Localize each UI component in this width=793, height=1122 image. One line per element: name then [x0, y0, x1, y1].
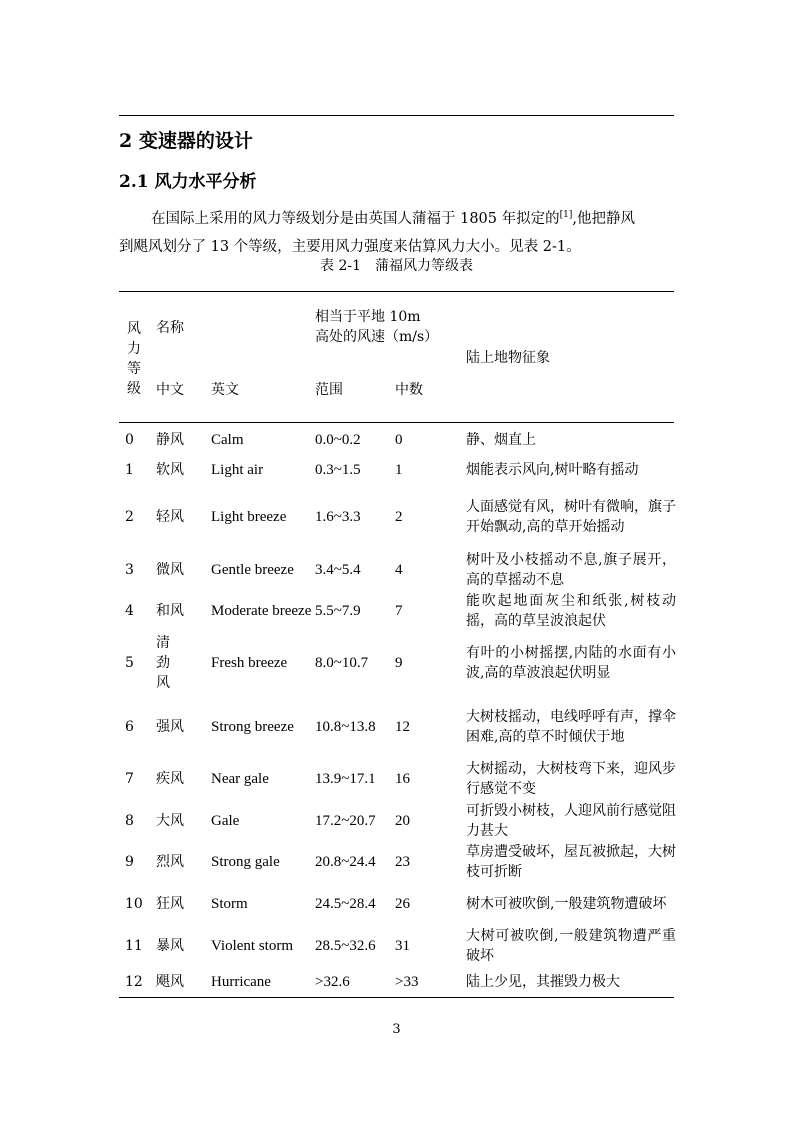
cell-english-name: Near gale	[211, 771, 269, 787]
header-phenomena: 陆上地物征象	[466, 350, 550, 366]
cell-level: 5	[125, 655, 134, 671]
cell-phenomena: 烟能表示风向,树叶略有摇动	[466, 462, 639, 478]
header-level-char: 级	[127, 381, 141, 397]
header-chinese: 中文	[156, 382, 184, 398]
header-rule	[119, 115, 674, 116]
table-row	[119, 969, 674, 995]
table-row	[119, 883, 674, 925]
cell-chinese-name: 微风	[156, 562, 184, 578]
table-number: 表 2-1	[320, 258, 361, 274]
cell-phenomena: 草房遭受破坏，屋瓦被掀起，大树枝可折断	[466, 844, 676, 880]
cell-speed-range: 17.2~20.7	[315, 813, 376, 829]
table-caption	[0, 255, 793, 275]
cell-speed-range: 20.8~24.4	[315, 854, 376, 870]
cell-chinese-name: 软风	[156, 462, 184, 478]
table-row	[119, 696, 674, 758]
cell-speed-median: 23	[395, 854, 410, 870]
cell-phenomena: 陆上少见，其摧毁力极大	[466, 974, 620, 990]
table-row	[119, 486, 674, 548]
cell-speed-range: 5.5~7.9	[315, 603, 361, 619]
table-row	[119, 549, 674, 591]
table-row	[119, 590, 674, 632]
header-speed-line2: 高处的风速（m/s）	[315, 329, 439, 345]
cell-level: 12	[125, 974, 143, 990]
table-row	[119, 457, 674, 483]
cell-level: 4	[125, 603, 134, 619]
subsection-title: 2.1 风力水平分析	[119, 172, 257, 192]
cell-speed-range: 1.6~3.3	[315, 509, 361, 525]
cell-speed-median: 0	[395, 432, 403, 448]
cell-speed-median: 4	[395, 562, 403, 578]
section-title: 2 变速器的设计	[119, 130, 253, 152]
cell-level: 7	[125, 771, 134, 787]
table-row	[119, 925, 674, 967]
cell-speed-range: 0.0~0.2	[315, 432, 361, 448]
cell-level: 6	[125, 719, 134, 735]
cell-speed-median: 2	[395, 509, 403, 525]
cell-level: 3	[125, 562, 134, 578]
cell-level: 1	[125, 462, 134, 478]
table-row	[119, 800, 674, 842]
header-english: 英文	[211, 382, 239, 398]
header-level	[127, 319, 143, 399]
paragraph-line-1	[119, 201, 674, 233]
cell-english-name: Violent storm	[211, 938, 294, 954]
cell-english-name: Storm	[211, 896, 248, 912]
cell-speed-range: 13.9~17.1	[315, 771, 376, 787]
cell-speed-range: 3.4~5.4	[315, 562, 361, 578]
table-row	[119, 841, 674, 883]
cell-speed-range: 28.5~32.6	[315, 938, 376, 954]
cell-chinese-name: 疾风	[156, 771, 184, 787]
wind-scale-table	[119, 291, 674, 998]
table-row	[119, 758, 674, 800]
cell-english-name: Light breeze	[211, 509, 287, 525]
cell-english-name: Moderate breeze	[211, 603, 312, 619]
cell-phenomena: 大树摇动，大树枝弯下来，迎风步行感觉不变	[466, 761, 676, 797]
cell-speed-median: 9	[395, 655, 403, 671]
cell-chinese-name: 烈风	[156, 854, 184, 870]
header-bottom-rule	[119, 422, 674, 423]
cell-english-name: Hurricane	[211, 974, 271, 990]
cell-phenomena: 可折毁小树枝，人迎风前行感觉阻力甚大	[466, 803, 676, 839]
cell-english-name: Gentle breeze	[211, 562, 294, 578]
cell-chinese-name: 静风	[156, 432, 184, 448]
paragraph-text: 在国际上采用的风力等级划分是由英国人蒲福于 1805 年拟定的	[151, 211, 560, 227]
cell-speed-median: 1	[395, 462, 403, 478]
cell-speed-median: 12	[395, 719, 410, 735]
cell-speed-median: >33	[395, 974, 419, 990]
table-row	[119, 427, 674, 453]
cell-chinese-name: 暴风	[156, 938, 184, 954]
cell-speed-range: 0.3~1.5	[315, 462, 361, 478]
header-median: 中数	[395, 382, 423, 398]
header-level-char: 力	[127, 341, 141, 357]
cell-chinese-name: 强风	[156, 719, 184, 735]
cell-english-name: Light air	[211, 462, 264, 478]
cell-phenomena: 树木可被吹倒,一般建筑物遭破坏	[466, 896, 667, 912]
cell-level: 10	[125, 896, 143, 912]
header-level-char: 等	[127, 361, 141, 377]
cell-phenomena: 树叶及小枝摇动不息,旗子展开，高的草摇动不息	[466, 552, 676, 588]
cell-phenomena: 能吹起地面灰尘和纸张,树枝动摇，高的草呈波浪起伏	[466, 593, 676, 629]
table-title: 蒲福风力等级表	[375, 258, 473, 274]
cell-speed-range: 8.0~10.7	[315, 655, 369, 671]
cell-english-name: Fresh breeze	[211, 655, 288, 671]
cell-chinese-name: 清劲风	[156, 635, 181, 691]
cell-speed-range: >32.6	[315, 974, 350, 990]
cell-phenomena: 静、烟直上	[466, 432, 536, 448]
cell-chinese-name: 和风	[156, 603, 184, 619]
cell-phenomena: 大树可被吹倒,一般建筑物遭严重破坏	[466, 928, 676, 964]
paragraph-text: ,他把静风	[572, 211, 635, 227]
cell-speed-median: 20	[395, 813, 410, 829]
cell-english-name: Strong gale	[211, 854, 280, 870]
page-number: 3	[392, 1022, 401, 1037]
cell-speed-median: 7	[395, 603, 403, 619]
cell-level: 9	[125, 854, 134, 870]
cell-speed-median: 31	[395, 938, 410, 954]
header-name: 名称	[156, 320, 184, 336]
header-speed-line1: 相当于平地 10m	[315, 309, 421, 325]
cell-chinese-name: 飓风	[156, 974, 184, 990]
cell-chinese-name: 大风	[156, 813, 184, 829]
header-level-char: 风	[127, 321, 141, 337]
cell-phenomena: 人面感觉有风，树叶有微响，旗子开始飘动,高的草开始摇动	[466, 499, 676, 535]
cell-speed-range: 10.8~13.8	[315, 719, 376, 735]
cell-phenomena: 有叶的小树摇摆,内陆的水面有小波,高的草波浪起伏明显	[466, 645, 676, 681]
cell-english-name: Gale	[211, 813, 240, 829]
cell-speed-median: 16	[395, 771, 410, 787]
cell-level: 2	[125, 509, 134, 525]
cell-chinese-name: 狂风	[156, 896, 184, 912]
citation-ref[interactable]: [1]	[559, 210, 573, 220]
cell-level: 0	[125, 432, 134, 448]
cell-speed-range: 24.5~28.4	[315, 896, 376, 912]
cell-speed-median: 26	[395, 896, 410, 912]
table-row	[119, 635, 676, 691]
cell-phenomena: 大树枝摇动，电线呼呼有声，撑伞困难,高的草不时倾伏于地	[466, 709, 676, 745]
cell-level: 11	[125, 938, 143, 954]
header-range: 范围	[315, 382, 343, 398]
cell-level: 8	[125, 813, 134, 829]
cell-chinese-name: 轻风	[156, 509, 184, 525]
intro-paragraph	[119, 201, 674, 261]
cell-english-name: Strong breeze	[211, 719, 294, 735]
paragraph-line-2: 到飓风划分了 13 个等级，主要用风力强度来估算风力大小。见表 2-1。	[119, 239, 581, 255]
cell-english-name: Calm	[211, 432, 244, 448]
